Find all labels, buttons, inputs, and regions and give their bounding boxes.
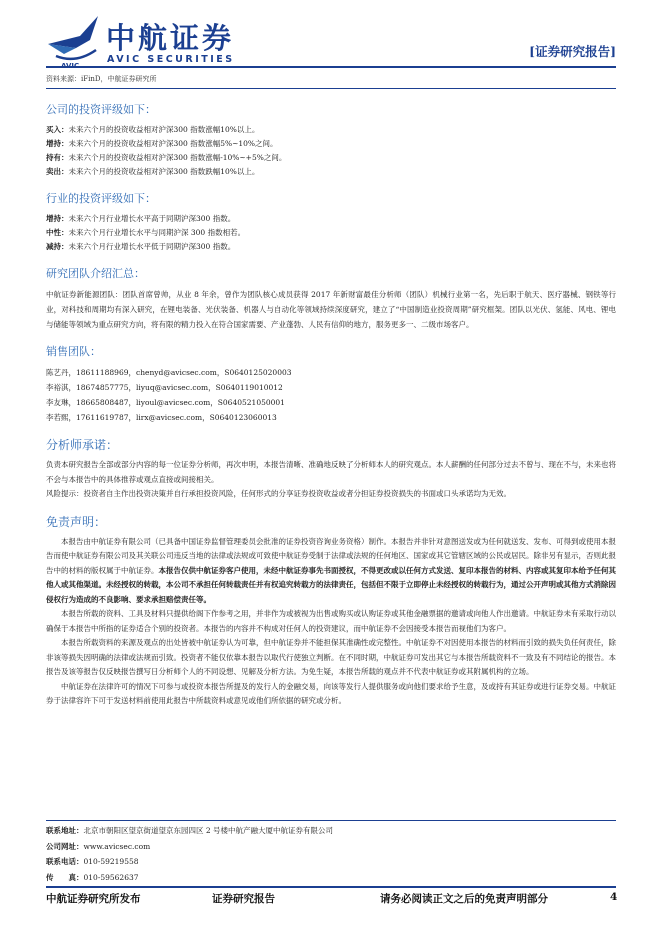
analyst-commitment-title: 分析师承诺： [46, 438, 119, 452]
rating-label: 买入： [46, 125, 69, 134]
disclaimer-text: 本报告由中航证券有限公司（已具备中国证券监督管理委员会批准的证券投资咨询业务资格）制作。本报告并非针对意图送发或为任何就送发、发布、可得到或使用本报告而使中航证券有限公司及其关联公司违反当地的法律或法规或可致使中航证券受制于法律或法规的任何地区、国家或其它管辖区域的公民或居民。除非另有显示，否则此报告中的材料的版权属于中航证券。 [46, 536, 616, 575]
disclaimer-bold-text: 本报告仅供中航证券客户使用，未经中航证券事先书面授权，不得更改或以任何方式发送、复印本报告的材料、内容或其复印本给予任何其他人或其他渠道。未经授权的转载，本公司不承担任何转载责任并有权追究转载方的法律责任，包括但不限于立即停止未经授权的转载行为，通过公开声明或其他方式消除因侵权行为造成的不良影响、要求承担赔偿责任等。 [46, 565, 616, 604]
rating-label: 持有： [46, 153, 69, 162]
disclaimer-paragraph: 中航证券在法律许可的情况下可参与或投资本报告所提及的发行人的金融交易，向该等发行人提供服务或向他们要求给予生意，及或持有其证券或进行证券交易。中航证券于法律容许下可于发送材料前使用此报告中所载资料或意见或他们所依据的研究或分析。 [46, 681, 616, 705]
sales-contact: 李裕淇，18674857775，liyuq@avicsec.com，S0640119010012 [46, 383, 283, 392]
industry-rating-title: 行业的投资评级如下： [46, 192, 156, 205]
sales-section [46, 345, 616, 425]
rating-text: 未来六个月的投资收益相对沪深300 指数涨幅5%~10%之间。 [68, 139, 278, 148]
source-note: 资料来源：iFinD，中航证券研究所 [46, 75, 157, 83]
industry-rating-item [46, 226, 616, 240]
sales-contact: 陈艺丹，18611188969，chenyd@avicsec.com，S0640125020003 [46, 368, 292, 377]
analyst-commitment-section [46, 438, 616, 502]
footer-report-type: 证券研究报告 [212, 893, 275, 905]
logo-chinese-name: 中航证券 [106, 21, 235, 55]
industry-rating-item [46, 212, 616, 226]
footer-publisher: 中航证券研究所发布 [46, 893, 141, 905]
company-rating-item [46, 123, 616, 137]
rating-text: 未来六个月的投资收益相对沪深300 指数涨幅10%以上。 [68, 125, 260, 134]
contact-info [46, 823, 333, 885]
logo-emblem-text: AVIC [61, 62, 80, 70]
disclaimer-paragraph: 本报告所载资料的来源及观点的出处皆被中航证券认为可靠，但中航证券并不能担保其准确性或完整性。中航证券不对因使用本报告的材料而引致的损失负任何责任，除非该等损失因明确的法律或法规而引致。投资者不能仅依靠本报告以取代行使独立判断。在不同时期，中航证券可发出其它与本报告所载资料不一致及有不同结论的报告。本报告及该等报告仅反映报告撰写日分析师个人的不同设想、见解及分析方法。为免生疑，本报告所载的观点并不代表中航证券或其附属机构的立场。 [46, 638, 616, 676]
sales-contact: 李友琳，18665808487，liyoul@avicsec.com，S0640521050001 [46, 398, 285, 407]
footer-disclaimer-note: 请务必阅读正文之后的免责声明部分 [380, 893, 548, 905]
logo-english-name: AVIC SECURITIES [107, 54, 235, 65]
source-divider [46, 88, 616, 89]
rating-text: 未来六个月行业增长水平与同期沪深 300 指数相若。 [68, 228, 246, 237]
disclaimer-paragraph [46, 535, 616, 608]
company-rating-item [46, 165, 616, 179]
team-section [46, 267, 616, 332]
contact-divider [46, 820, 616, 821]
rating-text: 未来六个月的投资收益相对沪深300 指数跌幅10%以上。 [68, 167, 260, 176]
website-link[interactable]: www.avicsec.com [83, 841, 151, 851]
footer-divider [46, 886, 616, 888]
fax-line [46, 870, 333, 886]
rating-label: 中性： [46, 228, 69, 237]
address-line [46, 823, 333, 839]
website-label: 公司网址： [46, 841, 84, 851]
company-rating-title: 公司的投资评级如下： [46, 103, 156, 116]
fax-value: 010-59562637 [83, 872, 139, 882]
industry-rating-item [46, 240, 616, 254]
rating-text: 未来六个月行业增长水平低于同期沪深300 指数。 [68, 242, 236, 251]
company-rating-section [46, 103, 616, 179]
disclaimer-section [46, 515, 616, 709]
page-footer [0, 891, 662, 905]
sales-title: 销售团队： [46, 345, 101, 358]
analyst-commitment-text: 负责本研究报告全部或部分内容的每一位证券分析师，再次申明，本报告清晰、准确地反映了分析师本人的研究观点。本人薪酬的任何部分过去不曾与、现在不与，未来也将不会与本报告中的具体推荐或观点直接或间接相关。 [46, 460, 616, 484]
risk-warning-text: 风险提示：投资者自主作出投资决策并自行承担投资风险，任何形式的分享证券投资收益或者分担证券投资损失的书面或口头承诺均为无效。 [46, 489, 511, 498]
page-number: 4 [610, 891, 618, 903]
header-divider [46, 66, 616, 68]
team-title: 研究团队介绍汇总： [46, 267, 145, 280]
fax-label: 传 真： [46, 872, 84, 882]
phone-label: 联系电话： [46, 857, 84, 866]
rating-label: 卖出： [46, 167, 69, 176]
main-content [46, 103, 616, 722]
report-type-tag: [证券研究报告] [529, 44, 616, 59]
disclaimer-title: 免责声明： [46, 514, 107, 529]
address-label: 联系地址： [46, 826, 84, 835]
address-value: 北京市朝阳区望京街道望京东园四区 2 号楼中航产融大厦中航证券有限公司 [83, 826, 334, 835]
company-rating-item [46, 151, 616, 165]
avic-emblem-icon [46, 14, 104, 70]
team-description: 中航证券新能源团队：团队首席曾帅，从业 8 年余，曾作为团队核心成员获得 2017 年新财富最佳分析师（团队）机械行业第一名，先后职于航天、医疗器械、钢铁等行业，对科技和周期均有深入研究，在锂电装备、光伏装备、机器人与自动化等领域持续深度研究，建立了“中国制造业投资周期”研究框架。团队以光伏、氢能、风电、锂电与储能等领域为重点研究方向，将有限的精力投入在符合国家需要、产业蓬勃、人民有信仰的地方，服务更多一、二级市场客户。 [46, 290, 616, 329]
company-logo [46, 14, 246, 70]
sales-contact: 李若熙，17611619787，lirx@avicsec.com，S0640123060013 [46, 413, 277, 422]
disclaimer-paragraph: 本报告所载的资料、工具及材料只提供给阁下作参考之用，并非作为或被视为出售或购买或认购证券或其他金融票据的邀请或向他人作出邀请。中航证券未有采取行动以确保于本报告中所指的证券适合个别的投资者。本报告的内容并不构成对任何人的投资建议，而中航证券不会因接受本报告而视他们为客户。 [46, 609, 616, 633]
rating-label: 增持： [46, 214, 69, 223]
rating-text: 未来六个月的投资收益相对沪深300 指数涨幅-10%~+5%之间。 [68, 153, 287, 162]
industry-rating-section [46, 192, 616, 254]
rating-label: 减持： [46, 242, 69, 251]
company-rating-item [46, 137, 616, 151]
rating-label: 增持： [46, 139, 69, 148]
phone-value: 010-59219558 [83, 857, 139, 866]
rating-text: 未来六个月行业增长水平高于同期沪深300 指数。 [68, 214, 236, 223]
phone-line [46, 854, 333, 870]
website-line [46, 839, 333, 855]
